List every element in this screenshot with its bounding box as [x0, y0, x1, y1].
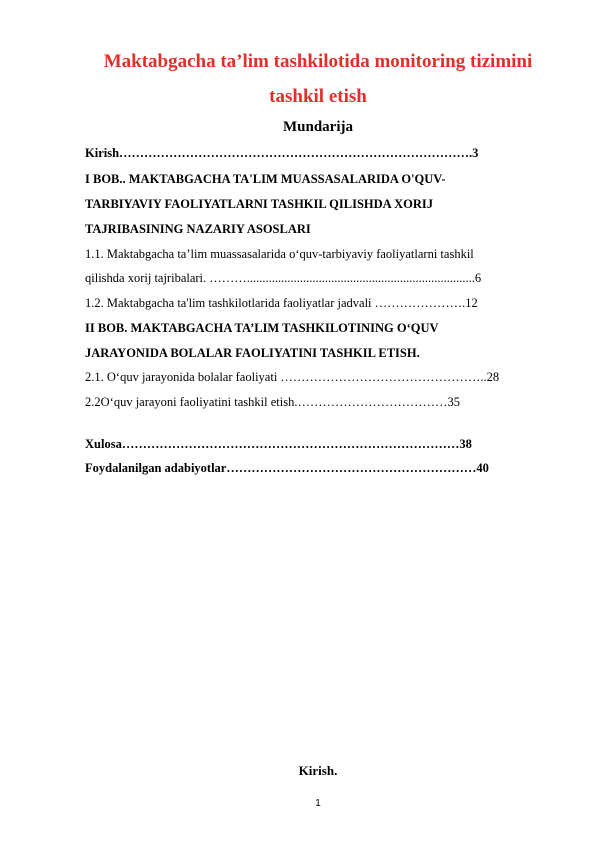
toc-chapter-2-line-2: JARAYONIDA BOLALAR FAOLIYATINI TASHKIL ETISH. [85, 346, 420, 360]
toc-chapter-1-line-2: TARBIYAVIY FAOLIYATLARNI TASHKIL QILISHDA XORIJ [85, 197, 434, 211]
section-heading-kirish: Kirish. [298, 763, 338, 778]
toc-section-1-1-line-1: 1.1. Maktabgacha ta’lim muassasalarida o‘quv-tarbiyaviy faoliyatlarni tashkil [85, 247, 474, 261]
toc-section-2-1: 2.1. O‘quv jarayonida bolalar faoliyati …………………………………………..28 [85, 370, 500, 384]
toc-entry-xulosa: Xulosa………………………………………………………………………38 [85, 437, 472, 451]
page-number: 1 [315, 798, 321, 809]
toc-section-2-2: 2.2O‘quv jarayoni faoliyatini tashkil etish.………………………………35 [85, 395, 460, 409]
toc-heading: Mundarija [282, 119, 353, 135]
document-title-line-1: Maktabgacha ta’lim tashkilotida monitoring tizimini [103, 51, 533, 72]
toc-chapter-2-line-1: II BOB. MAKTABGACHA TA’LIM TASHKILOTINING O‘QUV [85, 321, 439, 335]
toc-chapter-1-line-3: TAJRIBASINING NAZARIY ASOSLARI [85, 222, 311, 236]
toc-section-1-2: 1.2. Maktabgacha ta'lim tashkilotlarida faoliyatlar jadvali ………………….12 [85, 296, 478, 310]
toc-section-1-1-line-2: qilishda xorij tajribalari. ……….........................................................................6 [85, 271, 482, 285]
toc-entry-kirish: Kirish………………………………………………………………………….3 [85, 146, 479, 160]
toc-chapter-1-line-1: I BOB.. MAKTABGACHA TA'LIM MUASSASALARIDA O'QUV- [85, 172, 446, 186]
document-title-line-2: tashkil etish [269, 86, 367, 107]
toc-entry-adabiyotlar: Foydalanilgan adabiyotlar……………………………………………………40 [85, 461, 489, 475]
